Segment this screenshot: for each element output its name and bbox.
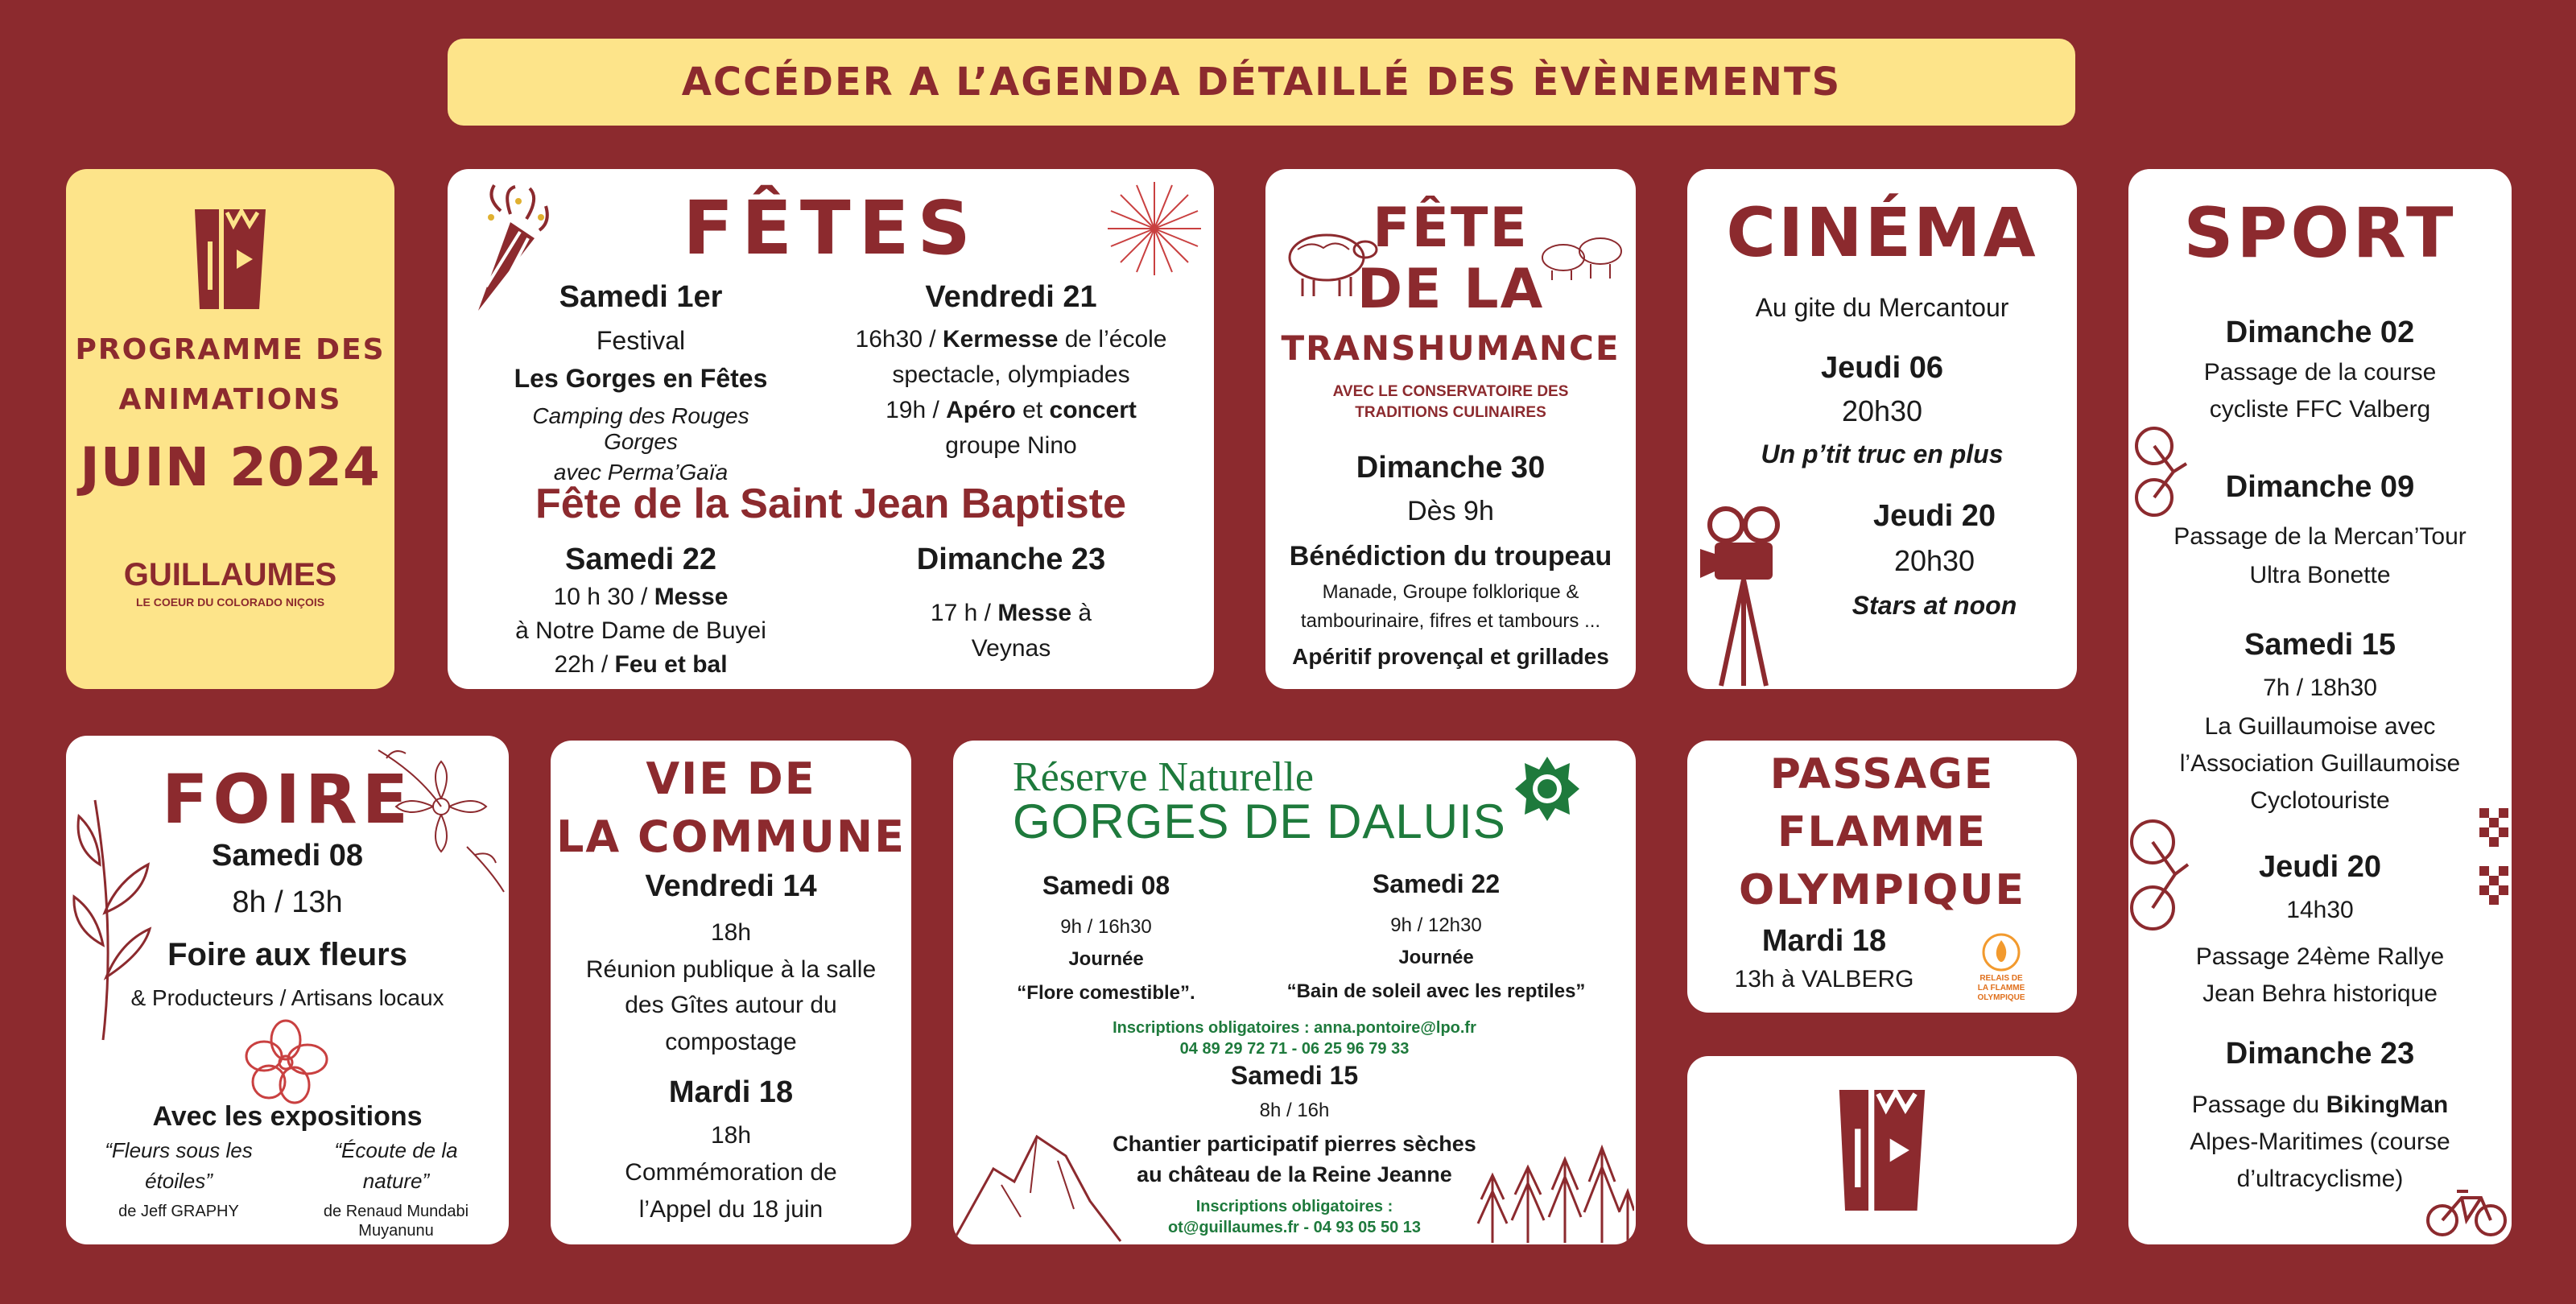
- fetes-right-line1: 16h30 / Kermesse de l’école: [855, 326, 1167, 353]
- commune-title2: LA COMMUNE: [556, 811, 906, 862]
- logo-card: [1687, 1056, 2077, 1244]
- sport-e5-line2: Alpes-Maritimes (course: [2190, 1129, 2450, 1155]
- fetes-card: [448, 169, 1214, 689]
- reserve-insc1-line2: 04 89 29 72 71 - 06 25 96 79 33: [1179, 1040, 1410, 1058]
- sport-card: [2128, 169, 2512, 1244]
- reserve-insc1-line1: Inscriptions obligatoires : anna.pontoire@lpo.fr: [1113, 1019, 1476, 1037]
- fetes-left-block: [496, 280, 786, 485]
- fetes-right2-line2: Veynas: [971, 635, 1051, 662]
- reserve-e2-line2: “Bain de soleil avec les reptiles”: [1286, 980, 1586, 1002]
- foire-expo1-l2: étoiles”: [145, 1169, 213, 1193]
- sport-e1-date: Dimanche 02: [2225, 316, 2415, 349]
- transhumance-time: Dès 9h: [1407, 496, 1494, 526]
- fetes-right2-line1: 17 h / Messe à: [930, 600, 1092, 626]
- film-camera-icon: [1697, 504, 1794, 687]
- programme-month: JUIN 2024: [80, 436, 381, 498]
- fetes-left2-block: [496, 543, 786, 679]
- fetes-right2-block: [850, 543, 1172, 662]
- sport-e2-line1: Passage de la Mercan’Tour: [2174, 523, 2467, 550]
- fetes-left-line4: avec Perma’Gaïa: [553, 460, 729, 485]
- mountain-icon: [953, 1104, 1122, 1244]
- reserve-e3-line1: Chantier participatif pierres sèches: [1113, 1132, 1476, 1156]
- sport-e3-line3: Cyclotouriste: [2250, 787, 2390, 814]
- fetes-left-date: Samedi 1er: [559, 280, 723, 314]
- sport-e2-line2: Ultra Bonette: [2249, 562, 2391, 588]
- fetes-left-line3: Camping des Rouges Gorges: [532, 403, 749, 454]
- fetes-left-line2: Les Gorges en Fêtes: [514, 364, 768, 393]
- sport-e3-line1: La Guillaumoise avec: [2204, 713, 2436, 740]
- fetes-left2-date: Samedi 22: [565, 543, 716, 576]
- transhumance-event: Bénédiction du troupeau: [1289, 541, 1612, 572]
- reserve-e1-line2: “Flore comestible”.: [1017, 982, 1195, 1004]
- guillaumes-logo-icon: [192, 209, 269, 309]
- reserve-e1-date: Samedi 08: [1042, 871, 1170, 900]
- reserve-e2-date: Samedi 22: [1372, 869, 1501, 898]
- sport-e5-date: Dimanche 23: [2225, 1037, 2415, 1071]
- flamme-date: Mardi 18: [1761, 924, 1887, 958]
- sport-title: SPORT: [2183, 193, 2457, 274]
- programme-tagline: LE COEUR DU COLORADO NIÇOIS: [135, 596, 325, 609]
- cinema-title: CINÉMA: [1726, 193, 2038, 272]
- flamme-title2: FLAMME: [1777, 808, 1987, 856]
- commune-title1: VIE DE: [646, 753, 816, 804]
- foire-expo2-l1: “Écoute de la: [334, 1138, 458, 1162]
- fetes-right-line4: groupe Nino: [945, 432, 1077, 459]
- sport-e5-line3: d’ultracyclisme): [2236, 1166, 2404, 1192]
- reserve-insc2-line1: Inscriptions obligatoires :: [1195, 1198, 1393, 1215]
- pine-trees-icon: [1476, 1143, 1634, 1244]
- flamme-title1: PASSAGE: [1769, 750, 1995, 798]
- fetes-left2-line2: à Notre Dame de Buyei: [515, 617, 766, 644]
- fetes-right-block: [834, 280, 1188, 460]
- flamme-title3: OLYMPIQUE: [1738, 866, 2026, 914]
- sport-e3-line2: l’Association Guillaumoise: [2179, 750, 2461, 777]
- reserve-logo-icon: [1513, 755, 1581, 823]
- sport-e4-time: 14h30: [2286, 897, 2354, 923]
- programme-line2: ANIMATIONS: [118, 383, 342, 416]
- sport-e1-line1: Passage de la course: [2203, 359, 2437, 386]
- foire-date: Samedi 08: [212, 839, 363, 873]
- reserve-e1-line1: Journée: [1068, 948, 1144, 970]
- cinema-card: [1687, 169, 2077, 689]
- cinema-d1-film: Un p’tit truc en plus: [1761, 439, 2004, 468]
- reserve-header1: Réserve Naturelle: [1013, 754, 1314, 800]
- commune-e2-line2: l’Appel du 18 juin: [638, 1196, 824, 1223]
- reserve-e3-line2: au château de la Reine Jeanne: [1137, 1162, 1452, 1186]
- foire-detail: & Producteurs / Artisans locaux: [130, 985, 444, 1010]
- transhumance-closing: Apéritif provençal et grillades: [1292, 644, 1609, 669]
- sport-e3-time: 7h / 18h30: [2263, 675, 2377, 701]
- cinema-d2-date: Jeudi 20: [1872, 499, 1996, 533]
- commune-e1-time: 18h: [710, 919, 752, 946]
- transhumance-card: [1265, 169, 1636, 689]
- cinema-d2-film: Stars at noon: [1852, 591, 2017, 620]
- reserve-e2-time: 9h / 12h30: [1390, 914, 1482, 936]
- fetes-right2-date: Dimanche 23: [916, 543, 1106, 576]
- commune-card: [551, 741, 911, 1244]
- sport-e5-line1: Passage du BikingMan: [2191, 1091, 2449, 1118]
- commune-e1-line2: des Gîtes autour du: [625, 992, 837, 1018]
- sport-e4-line1: Passage 24ème Rallye: [2195, 943, 2445, 970]
- foire-expo2-by2: Muyanunu: [358, 1222, 434, 1240]
- programme-town: GUILLAUMES: [123, 557, 337, 592]
- cinema-venue: Au gite du Mercantour: [1755, 293, 2009, 322]
- fetes-subtitle: Fête de la Saint Jean Baptiste: [535, 481, 1127, 527]
- fetes-left2-line1: 10 h 30 / Messe: [553, 584, 729, 610]
- flamme-badge3: OLYMPIQUE: [1977, 993, 2025, 1002]
- agenda-banner-button[interactable]: [448, 39, 2075, 126]
- sport-e4-date: Jeudi 20: [2258, 850, 2382, 884]
- reserve-e1-time: 9h / 16h30: [1060, 916, 1152, 938]
- foire-title: FOIRE: [161, 760, 414, 839]
- fetes-left2-line3: 22h / Feu et bal: [554, 651, 728, 678]
- foire-expo1-l1: “Fleurs sous les: [105, 1138, 253, 1162]
- reserve-e3-time: 8h / 16h: [1259, 1100, 1330, 1121]
- transhumance-title2: DE LA: [1356, 258, 1545, 321]
- olympic-flame-icon: [1979, 932, 2024, 972]
- flower-icon: [242, 1017, 330, 1106]
- foire-event: Foire aux fleurs: [167, 937, 407, 972]
- fetes-title: FÊTES: [683, 185, 979, 271]
- bicycle-icon-3: [2425, 1185, 2508, 1238]
- flamme-place: 13h à VALBERG: [1734, 966, 1914, 992]
- transhumance-sub1: AVEC LE CONSERVATOIRE DES: [1332, 383, 1569, 400]
- sport-e4-line2: Jean Behra historique: [2202, 980, 2438, 1007]
- agenda-banner-label: ACCÉDER A L’AGENDA DÉTAILLÉ DES ÈVÈNEMENTS: [681, 60, 1842, 105]
- cinema-d1-date: Jeudi 06: [1820, 351, 1944, 385]
- guillaumes-logo-large-icon: [1827, 1090, 1937, 1211]
- transhumance-title1: FÊTE: [1373, 196, 1529, 260]
- cinema-d2-time: 20h30: [1893, 544, 1975, 577]
- commune-e1-line3: compostage: [665, 1029, 797, 1055]
- fetes-left-line1: Festival: [596, 326, 686, 355]
- sport-e2-date: Dimanche 09: [2225, 470, 2415, 504]
- foire-expo-title: Avec les expositions: [152, 1101, 423, 1132]
- sport-e3-date: Samedi 15: [2244, 628, 2396, 662]
- transhumance-title3: TRANSHUMANCE: [1281, 328, 1620, 368]
- transhumance-sub2: TRADITIONS CULINAIRES: [1355, 404, 1546, 421]
- commune-e2-time: 18h: [710, 1122, 752, 1149]
- programme-card: [66, 169, 394, 689]
- transhumance-detail1: Manade, Groupe folklorique &: [1322, 581, 1579, 603]
- reserve-e2-line1: Journée: [1398, 947, 1474, 968]
- reserve-header2: GORGES DE DALUIS: [1013, 794, 1506, 848]
- foire-expo2-l2: nature”: [362, 1169, 430, 1193]
- flamme-badge1: RELAIS DE: [1979, 974, 2023, 983]
- fetes-right-line3: 19h / Apéro et concert: [886, 397, 1137, 423]
- foire-expo2-by1: de Renaud Mundabi: [323, 1203, 469, 1220]
- fetes-right-line2: spectacle, olympiades: [892, 361, 1130, 388]
- commune-e2-date: Mardi 18: [668, 1075, 794, 1109]
- programme-line1: PROGRAMME DES: [75, 333, 386, 366]
- fetes-right-date: Vendredi 21: [925, 280, 1097, 314]
- flamme-card: [1687, 741, 2077, 1013]
- commune-e1-date: Vendredi 14: [645, 869, 817, 903]
- reserve-insc2-line2: ot@guillaumes.fr - 04 93 05 50 13: [1167, 1219, 1422, 1236]
- flamme-badge2: LA FLAMME: [1977, 984, 2025, 992]
- reserve-card: [953, 741, 1636, 1244]
- sport-e1-line2: cycliste FFC Valberg: [2209, 396, 2431, 423]
- reserve-e3-date: Samedi 15: [1230, 1061, 1359, 1090]
- foire-card: [66, 736, 509, 1244]
- foire-time: 8h / 13h: [232, 885, 343, 919]
- commune-e2-line1: Commémoration de: [625, 1159, 837, 1186]
- transhumance-date: Dimanche 30: [1356, 451, 1546, 485]
- cinema-d1-time: 20h30: [1841, 394, 1923, 427]
- transhumance-detail2: tambourinaire, fifres et tambours ...: [1300, 610, 1601, 632]
- commune-e1-line1: Réunion publique à la salle: [585, 956, 877, 983]
- foire-expo1-by: de Jeff GRAPHY: [118, 1203, 239, 1220]
